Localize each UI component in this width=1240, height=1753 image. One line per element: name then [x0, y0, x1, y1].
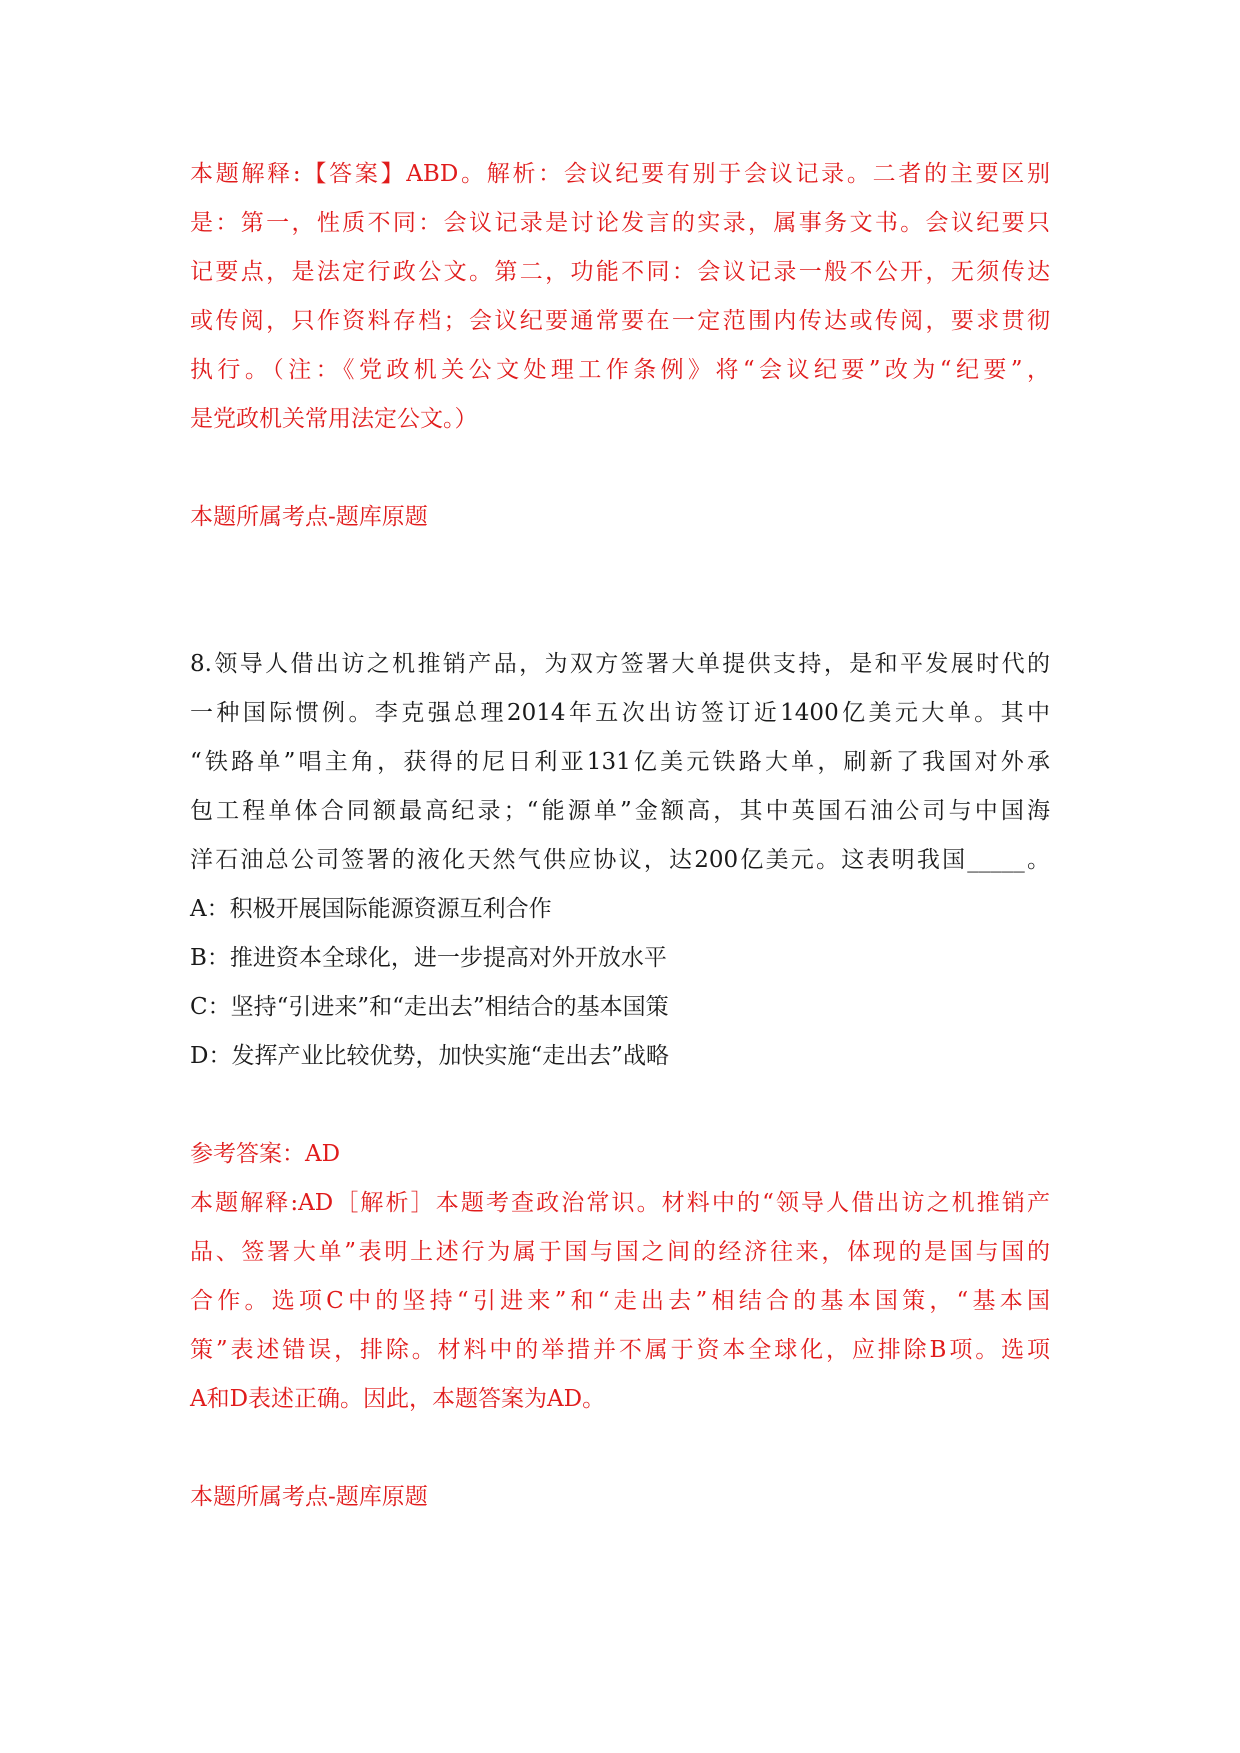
option-b: B：推进资本全球化，进一步提高对外开放水平: [190, 945, 667, 971]
explanation-line: 本题解释:AD［解析］本题考查政治常识。材料中的“领导人借出访之机推销产: [190, 1190, 1050, 1216]
option-d: D：发挥产业比较优势，加快实施“走出去”战略: [190, 1043, 669, 1069]
option-a: A：积极开展国际能源资源互利合作: [190, 896, 552, 922]
question-8-options: [190, 885, 1050, 1081]
question-line: “铁路单”唱主角，获得的尼日利亚131亿美元铁路大单，刷新了我国对外承: [190, 749, 1050, 775]
explanation-line: 是：第一，性质不同：会议记录是讨论发言的实录，属事务文书。会议纪要只: [190, 210, 1050, 236]
previous-question-topic: [190, 493, 1050, 542]
question-line: 洋石油总公司签署的液化天然气供应协议，达200亿美元。这表明我国_____。: [190, 847, 1050, 873]
question-8-stem: [190, 640, 1050, 885]
explanation-line: 策”表述错误，排除。材料中的举措并不属于资本全球化，应排除B项。选项: [190, 1337, 1050, 1363]
question-line: 一种国际惯例。李克强总理2014年五次出访签订近1400亿美元大单。其中: [190, 700, 1050, 726]
reference-answer: 参考答案：AD: [190, 1141, 341, 1167]
question-line: 包工程单体合同额最高纪录；“能源单”金额高，其中英国石油公司与中国海: [190, 798, 1050, 824]
explanation-line: 合作。选项C中的坚持“引进来”和“走出去”相结合的基本国策，“基本国: [190, 1288, 1050, 1314]
topic-label: 本题所属考点-题库原题: [190, 1484, 428, 1510]
explanation-line: A和D表述正确。因此，本题答案为AD。: [190, 1386, 606, 1412]
question-8-answer: [190, 1130, 1050, 1179]
option-c: C：坚持“引进来”和“走出去”相结合的基本国策: [190, 994, 669, 1020]
explanation-line: 品、签署大单”表明上述行为属于国与国之间的经济往来，体现的是国与国的: [190, 1239, 1050, 1265]
question-line: 8.领导人借出访之机推销产品，为双方签署大单提供支持，是和平发展时代的: [190, 651, 1050, 677]
explanation-line: 是党政机关常用法定公文。）: [190, 406, 478, 432]
explanation-line: 本题解释:【答案】ABD。解析：会议纪要有别于会议记录。二者的主要区别: [190, 161, 1050, 187]
explanation-line: 记要点，是法定行政公文。第二，功能不同：会议记录一般不公开，无须传达: [190, 259, 1050, 285]
previous-question-explanation: [190, 150, 1050, 444]
question-8-topic: [190, 1473, 1050, 1522]
explanation-line: 或传阅，只作资料存档；会议纪要通常要在一定范围内传达或传阅，要求贯彻: [190, 308, 1050, 334]
topic-label: 本题所属考点-题库原题: [190, 504, 428, 530]
explanation-line: 执行。（注：《党政机关公文处理工作条例》将“会议纪要”改为“纪要”，: [190, 357, 1050, 383]
question-8-explanation: [190, 1179, 1050, 1424]
